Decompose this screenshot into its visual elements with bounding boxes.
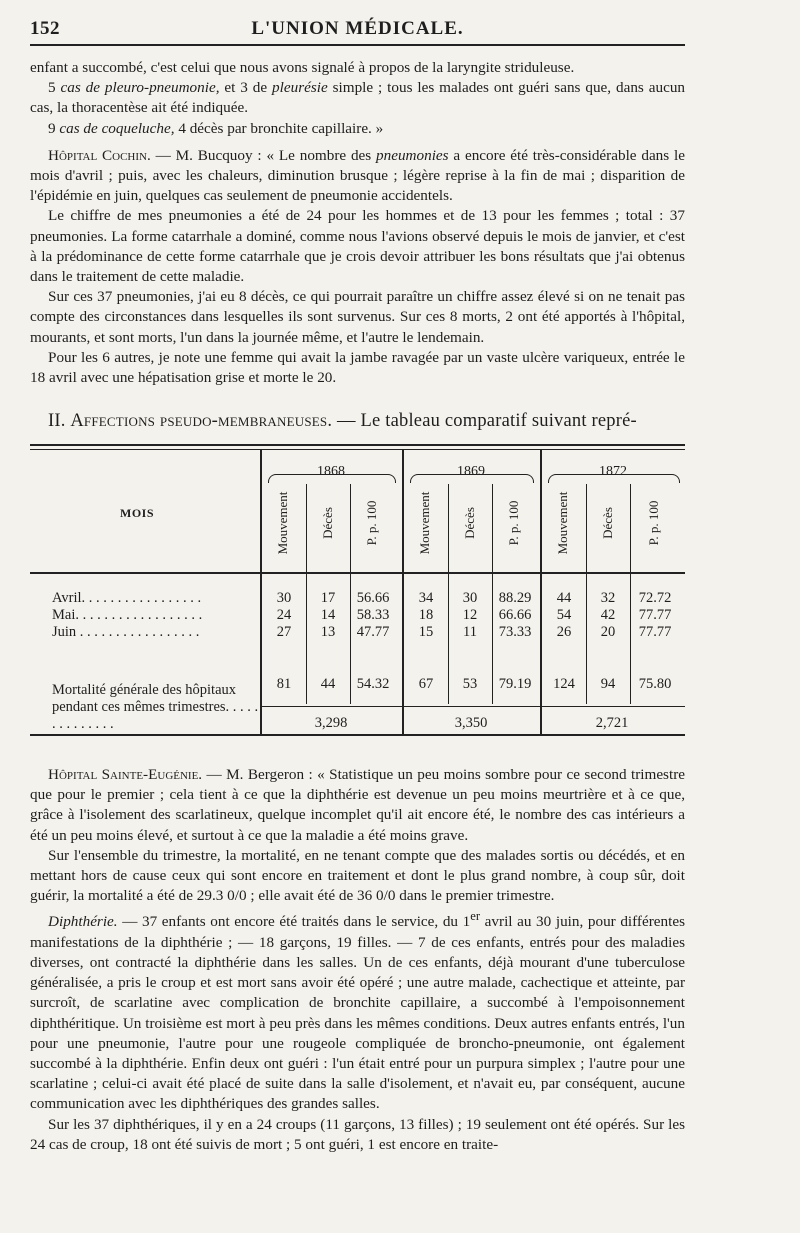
- table-cell: 34: [418, 590, 434, 606]
- table-cell: 12: [462, 607, 478, 623]
- paragraph: Hôpital Sainte-Eugénie. — M. Bergeron : « Statistique un peu moins sombre pour ce second trimestre que pour le premier ; cela tient à ce que la diphthérie est devenue un peu moins meurtrière et à ce que, grâce à l'isolement des scarlatineux, quelque incomplet qu'il ait encore été, le nombre des cas intérieurs a été un peu moins élevé, et surtout à ce que la maladie a été moins grave.: [30, 766, 685, 844]
- paragraph: Diphthérie. — 37 enfants ont encore été traités dans le service, du 1er avril au 30 juin, pour différentes manifestations de la diphthérie ; — 18 garçons, 19 filles. — 7 de ces enfants, entrés pour des maladies diverses, ont contracté la diphthérie dans les salles. Un de ces enfants, déjà mourant d'une tuberculose généralisée, a pris le croup et est mort sans avoir été opéré ; une autre malade, cachectique et atteinte, par surcroît, de scarlatine avec complication de bronchite capillaire, a succombé à l'empoisonnement diphthéritique. Un troisième est mort à peu près dans les mêmes conditions. Deux autres enfants entrés, l'un pour une pneumonie, l'autre pour une rougeole compliquée de broncho-pneumonie, ont également succombé à la diphthérie. Enfin deux ont guéri : l'un était entré pour un purpura simplex ; l'autre pour une scarlatine ; celui-ci avait été placé de suite dans la salle d'isolement, et n'avait eu, par conséquent, aucune communication avec les diphthériques des grandes salles.: [30, 909, 685, 1113]
- table-cell: 27: [276, 624, 292, 640]
- row-label: Mai. . . . . . . . . . . . . . . . . .: [52, 607, 203, 623]
- col-header: P. p. 100: [364, 500, 379, 546]
- table-cell: 30: [276, 590, 292, 606]
- total-cell: 124: [553, 676, 575, 692]
- comparative-table: [30, 444, 685, 744]
- table-cell: 56.66: [356, 590, 390, 606]
- table-cell: 17: [320, 590, 336, 606]
- table-cell: 44: [556, 590, 572, 606]
- row-label: Juin . . . . . . . . . . . . . . . . .: [52, 624, 200, 640]
- table-cell: 14: [320, 607, 336, 623]
- total-cell: 53: [462, 676, 478, 692]
- table-cell: 73.33: [498, 624, 532, 640]
- table-cell: 13: [320, 624, 336, 640]
- mortality-label: Mortalité générale des hôpitaux pendant ces mêmes trimestres. . . . . . . . . . . . . .: [52, 682, 259, 732]
- hospital-name: Hôpital Cochin.: [48, 146, 151, 164]
- table-cell: 66.66: [498, 607, 532, 623]
- table-rule-top: [30, 444, 685, 446]
- header-rule: [30, 44, 685, 46]
- paragraph: Sur l'ensemble du trimestre, la mortalité, en ne tenant compte que des malades sortis ou décédés, et en mettant hors de cause ceux qui sont encore en traitement et dont le plus grand nombre, à coup sûr, doit guérir, la mortalité a été de 29.3 0/0 ; elle avait été de 36 0/0 dans le premier trimestre.: [30, 846, 685, 905]
- table-cell: 24: [276, 607, 292, 623]
- table-cell: 11: [463, 624, 477, 640]
- journal-title: L'UNION MÉDICALE.: [251, 18, 464, 39]
- col-header: Mouvement: [275, 491, 290, 555]
- table-cell: 47.77: [356, 624, 390, 640]
- mortality-value: 3,298: [314, 715, 348, 731]
- table-cell: 18: [418, 607, 434, 623]
- table-cell: 54: [556, 607, 572, 623]
- paragraph: Sur ces 37 pneumonies, j'ai eu 8 décès, ce qui pourrait paraître un chiffre assez élevé si on ne tenait pas compte des circonstances dans lesquelles ils sont survenus. Sur ces 8 morts, 2 ont été apportés à l'hôpital, mourants, et sont morts, l'un dans la journée même, et l'autre le lendemain.: [30, 288, 685, 346]
- table-cell: 32: [600, 590, 616, 606]
- body-text-top: [30, 58, 685, 388]
- page-header: [30, 18, 685, 42]
- table-cell: 58.33: [356, 607, 390, 623]
- table-cell: 88.29: [498, 590, 532, 606]
- section-heading: II. Affections pseudo-membraneuses. — Le tableau comparatif suivant repré-: [48, 411, 637, 431]
- paragraph: 5 cas de pleuro-pneumonie, et 3 de pleurésie simple ; tous les malades ont guéri sans que, dans aucun cas, la thoracentèse ait été indiquée.: [30, 79, 686, 117]
- table-rule-top2: [30, 449, 685, 450]
- year-header: 1869: [457, 464, 485, 479]
- mortality-value: 2,721: [595, 715, 629, 731]
- row-label: Avril. . . . . . . . . . . . . . . . .: [52, 590, 202, 606]
- col-header: Mouvement: [555, 491, 570, 555]
- table-cell: 42: [600, 607, 616, 623]
- total-cell: 81: [276, 676, 292, 692]
- page-number: 152: [30, 18, 60, 39]
- table-cell: 77.77: [638, 607, 672, 623]
- total-cell: 44: [320, 676, 336, 692]
- col-header: Mouvement: [417, 491, 432, 555]
- paragraph: Sur les 37 diphthériques, il y en a 24 croups (11 garçons, 13 filles) ; 19 seulement ont été opérés. Sur les 24 cas de croup, 18 ont été suivis de mort ; 5 ont guéri, 1 est encore en traite-: [30, 1115, 685, 1153]
- table-cell: 20: [600, 624, 616, 640]
- total-cell: 75.80: [638, 676, 672, 692]
- table-cell: 72.72: [638, 590, 672, 606]
- paragraph: enfant a succombé, c'est celui que nous avons signalé à propos de la laryngite striduleuse.: [30, 59, 575, 76]
- table-cell: 77.77: [638, 624, 672, 640]
- year-header: 1868: [317, 464, 345, 479]
- mortality-value: 3,350: [454, 715, 488, 731]
- col-header: Décès: [320, 507, 335, 539]
- hospital-name: Hôpital Sainte-Eugénie.: [48, 766, 203, 783]
- paragraph: 9 cas de coqueluche, 4 décès par bronchite capillaire. »: [48, 119, 384, 137]
- table-cell: 15: [418, 624, 434, 640]
- table-total-rule: [260, 706, 685, 707]
- year-header: 1872: [599, 464, 627, 479]
- col-header: Décès: [462, 507, 477, 539]
- total-cell: 79.19: [498, 676, 532, 692]
- table-rule-bottom: [30, 734, 685, 736]
- col-header: P. p. 100: [646, 500, 661, 546]
- col-header: Décès: [600, 507, 615, 539]
- paragraph: Pour les 6 autres, je note une femme qui avait la jambe ravagée par un vaste ulcère variqueux, entrée le 18 avril avec une hépatisation grise et morte le 20.: [30, 348, 685, 387]
- paragraph: Hôpital Cochin. — M. Bucquoy : « Le nombre des pneumonies a encore été très-considérable dans le mois d'avril ; puis, avec les chaleurs, diminution brusque ; légère reprise à la fin de mai ; disparition de l'épidémie en juin, quelques cas seulement de pneumonie accidentels.: [30, 146, 685, 205]
- table-cell: 26: [556, 624, 572, 640]
- total-cell: 94: [600, 676, 616, 692]
- table-col-rule: [630, 484, 631, 704]
- table-cell: 30: [462, 590, 478, 606]
- paragraph: Le chiffre de mes pneumonies a été de 24 pour les hommes et de 13 pour les femmes ; total : 37 pneumonies. La forme catarrhale a dominé, comme nous l'avions observé depuis le mois de janvier, et c'est à la prédominance de cette forme catarrhale que je crois devoir attribuer les bons résultats que j'ai obtenus dans le traitement de cette maladie.: [30, 207, 685, 286]
- total-cell: 67: [418, 676, 434, 692]
- total-cell: 54.32: [356, 676, 390, 692]
- mois-header: MOIS: [120, 506, 155, 520]
- col-header: P. p. 100: [506, 500, 521, 546]
- body-text-bottom: [30, 765, 685, 1155]
